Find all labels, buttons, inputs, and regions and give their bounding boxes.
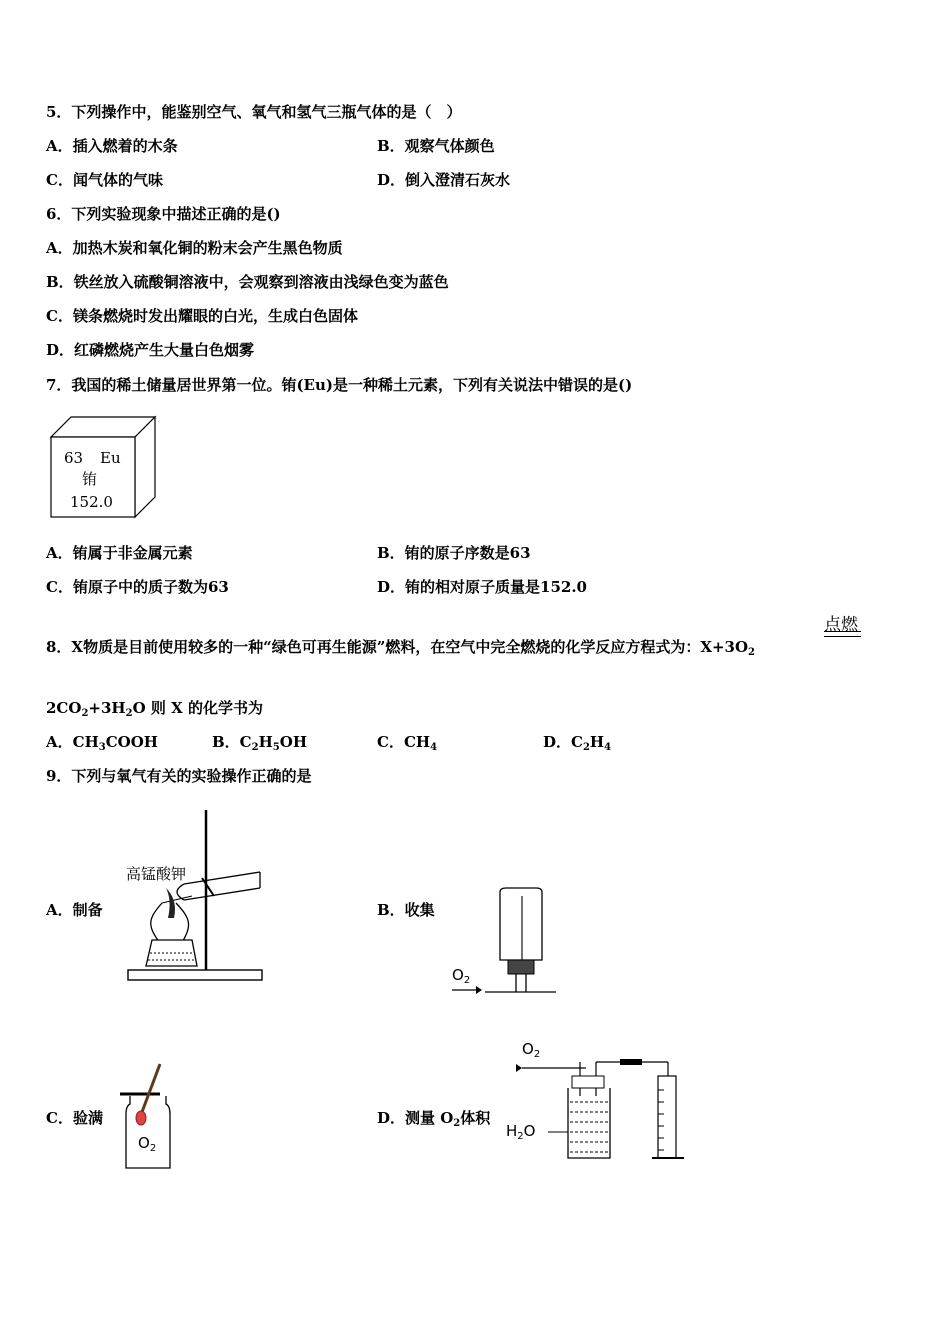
q5-stem: 5．下列操作中，能鉴别空气、氧气和氢气三瓶气体的是（ ） <box>46 103 462 121</box>
q8-option-d[interactable]: D．$C_2H_4$ <box>543 733 612 753</box>
equals-sign <box>824 631 861 637</box>
potassium-permanganate-label: 高锰酸钾 <box>126 865 187 883</box>
verification-bottle <box>118 1062 178 1174</box>
q6-option-d[interactable]: D．红磷燃烧产生大量白色烟雾 <box>46 341 255 359</box>
q7-option-a[interactable]: A．铕属于非金属元素 <box>46 544 193 562</box>
element-cell-europium <box>50 416 156 518</box>
q9-option-b[interactable]: B．收集 <box>377 901 435 919</box>
q6-option-c[interactable]: C．镁条燃烧时发出耀眼的白光，生成白色固体 <box>46 307 358 325</box>
q8-option-b[interactable]: B．$C_2H_5OH$ <box>212 733 307 753</box>
q5-option-c[interactable]: C．闻气体的气味 <box>46 171 163 189</box>
oxygen-label: $O_2$ <box>452 966 471 986</box>
q9-stem: 9．下列与氧气有关的实验操作正确的是 <box>46 767 312 785</box>
reaction-condition: 点燃 <box>824 615 858 635</box>
q6-option-a[interactable]: A．加热木炭和氧化铜的粉末会产生黑色物质 <box>46 239 343 257</box>
q9-option-c[interactable]: C．验满 <box>46 1109 103 1127</box>
diagram-preparation <box>122 808 272 988</box>
q5-option-b[interactable]: B．观察气体颜色 <box>377 137 495 155</box>
oxygen-label: $O_2$ <box>138 1134 157 1154</box>
q7-option-d[interactable]: D．铕的相对原子质量是152.0 <box>377 578 587 596</box>
q8-option-c[interactable]: C．$CH_4$ <box>377 733 438 753</box>
preparation-apparatus <box>122 808 272 988</box>
q7-option-c[interactable]: C．铕原子中的质子数为63 <box>46 578 229 596</box>
measurement-apparatus <box>500 1040 692 1166</box>
q8-equation-products: $2CO_2+3H_2O$ 则 X 的化学书为 <box>46 699 263 719</box>
q7-stem: 7．我国的稀土储量居世界第一位。铕(Eu)是一种稀土元素，下列有关说法中错误的是() <box>46 376 633 394</box>
element-name: 铕 <box>82 470 98 488</box>
atomic-number: 63 <box>64 449 84 467</box>
atomic-mass: 152.0 <box>70 493 113 511</box>
q5-option-d[interactable]: D．倒入澄清石灰水 <box>377 171 511 189</box>
q6-option-b[interactable]: B．铁丝放入硫酸铜溶液中，会观察到溶液由浅绿色变为蓝色 <box>46 273 449 291</box>
q7-option-b[interactable]: B．铕的原子序数是63 <box>377 544 531 562</box>
q6-stem: 6．下列实验现象中描述正确的是() <box>46 205 281 223</box>
element-symbol: Eu <box>100 449 121 467</box>
water-label: $H_2O$ <box>506 1122 536 1142</box>
diagram-measurement <box>500 1040 692 1166</box>
q9-option-a[interactable]: A．制备 <box>46 901 103 919</box>
diagram-verification <box>118 1062 178 1174</box>
diagram-collection <box>450 886 560 998</box>
q9-option-d[interactable]: D．测量 $O_2$体积 <box>377 1109 491 1129</box>
q5-option-a[interactable]: A．插入燃着的木条 <box>46 137 178 155</box>
q8-stem: 8．X物质是目前使用较多的一种“绿色可再生能源”燃料，在空气中完全燃烧的化学反应方程式为：$X+3O_2$ <box>46 638 756 658</box>
q8-option-a[interactable]: A．$CH_3COOH$ <box>46 733 158 753</box>
oxygen-label: $O_2$ <box>522 1040 541 1060</box>
